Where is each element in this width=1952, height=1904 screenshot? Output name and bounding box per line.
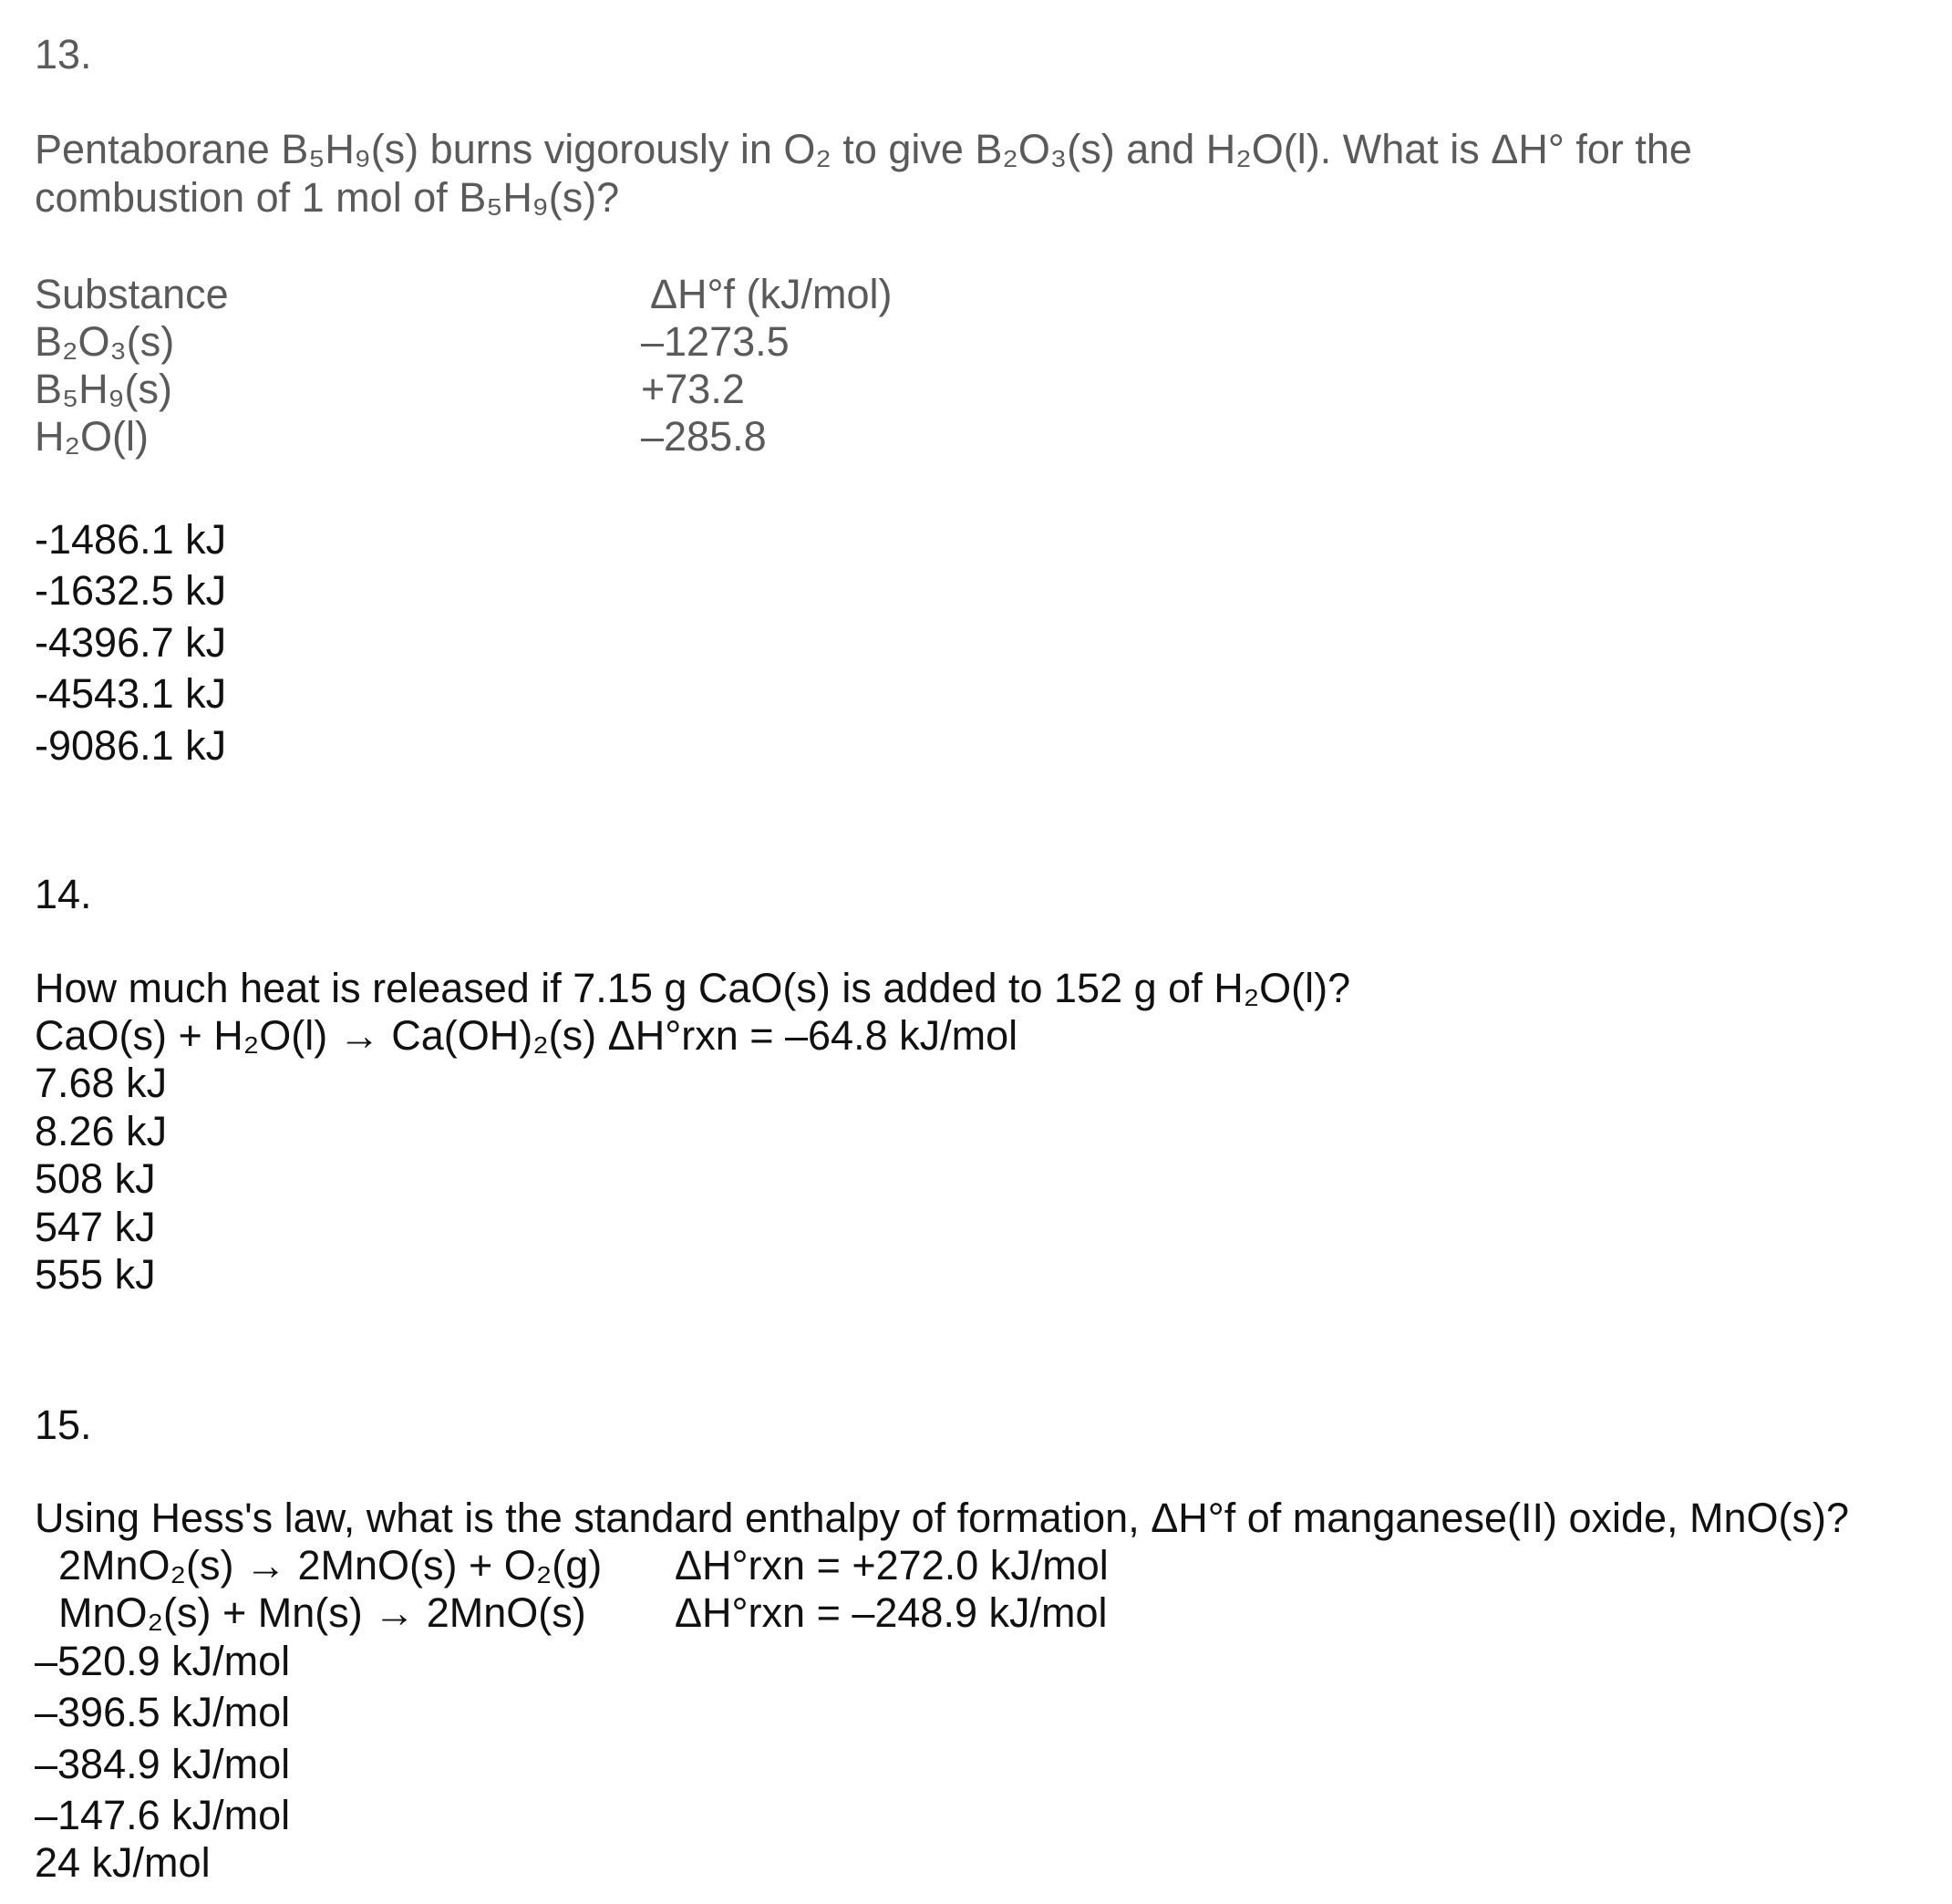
q15-question: Using Hess's law, what is the standard enthalpy of formation, ΔH°f of manganese(II) oxide, MnO(s)? bbox=[35, 1495, 1850, 1541]
q13-number: 13. bbox=[35, 31, 92, 78]
col-enthalpy-header: ΔH°f (kJ/mol) bbox=[650, 271, 893, 317]
answer-choice[interactable]: 7.68 kJ bbox=[35, 1060, 168, 1106]
answer-choice[interactable]: –520.9 kJ/mol bbox=[35, 1638, 291, 1684]
reaction-enthalpy: ΔH°rxn = +272.0 kJ/mol bbox=[675, 1542, 1109, 1588]
substance-cell: B₂O₃(s) bbox=[35, 318, 175, 365]
col-substance-header: Substance bbox=[35, 271, 229, 317]
q13-question-line2: combustion of 1 mol of B₅H₉(s)? bbox=[35, 174, 620, 221]
q15-number: 15. bbox=[35, 1402, 92, 1448]
enthalpy-cell: –1273.5 bbox=[641, 318, 790, 365]
answer-choice[interactable]: –396.5 kJ/mol bbox=[35, 1689, 291, 1735]
q14-question: How much heat is released if 7.15 g CaO(s) is added to 152 g of H₂O(l)? bbox=[35, 965, 1351, 1011]
answer-choice[interactable]: –147.6 kJ/mol bbox=[35, 1792, 291, 1838]
q13-question-line1: Pentaborane B₅H₉(s) burns vigorously in O₂ to give B₂O₃(s) and H₂O(l). What is ΔH° for the bbox=[35, 126, 1692, 172]
reaction-line bbox=[58, 1589, 1108, 1637]
table-row bbox=[35, 366, 745, 413]
answer-choice[interactable]: -4396.7 kJ bbox=[35, 619, 227, 666]
q14-number: 14. bbox=[35, 871, 92, 917]
answer-choice[interactable]: 24 kJ/mol bbox=[35, 1839, 211, 1886]
answer-choice[interactable]: -1486.1 kJ bbox=[35, 516, 227, 563]
answer-choice[interactable]: 547 kJ bbox=[35, 1204, 156, 1250]
answer-choice[interactable]: 508 kJ bbox=[35, 1155, 156, 1202]
answer-choice[interactable]: 555 kJ bbox=[35, 1251, 156, 1298]
reaction-enthalpy: ΔH°rxn = –248.9 kJ/mol bbox=[675, 1589, 1108, 1636]
answer-choice[interactable]: -4543.1 kJ bbox=[35, 670, 227, 717]
reaction-equation: 2MnO₂(s) → 2MnO(s) + O₂(g) bbox=[58, 1542, 603, 1588]
substance-cell: H₂O(l) bbox=[35, 413, 149, 460]
table-row bbox=[35, 413, 767, 460]
substance-cell: B₅H₉(s) bbox=[35, 366, 172, 412]
table-header-row bbox=[35, 271, 893, 318]
answer-choice[interactable]: 8.26 kJ bbox=[35, 1108, 168, 1154]
q14-equation: CaO(s) + H₂O(l) → Ca(OH)₂(s) ΔH°rxn = –64.8 kJ/mol bbox=[35, 1012, 1018, 1059]
enthalpy-cell: –285.8 bbox=[641, 413, 767, 460]
reaction-equation: MnO₂(s) + Mn(s) → 2MnO(s) bbox=[58, 1589, 586, 1636]
table-row bbox=[35, 318, 790, 366]
reaction-line bbox=[58, 1542, 1109, 1589]
answer-choice[interactable]: –384.9 kJ/mol bbox=[35, 1741, 291, 1787]
answer-choice[interactable]: -1632.5 kJ bbox=[35, 567, 227, 614]
answer-choice[interactable]: -9086.1 kJ bbox=[35, 722, 227, 769]
enthalpy-cell: +73.2 bbox=[641, 366, 745, 412]
